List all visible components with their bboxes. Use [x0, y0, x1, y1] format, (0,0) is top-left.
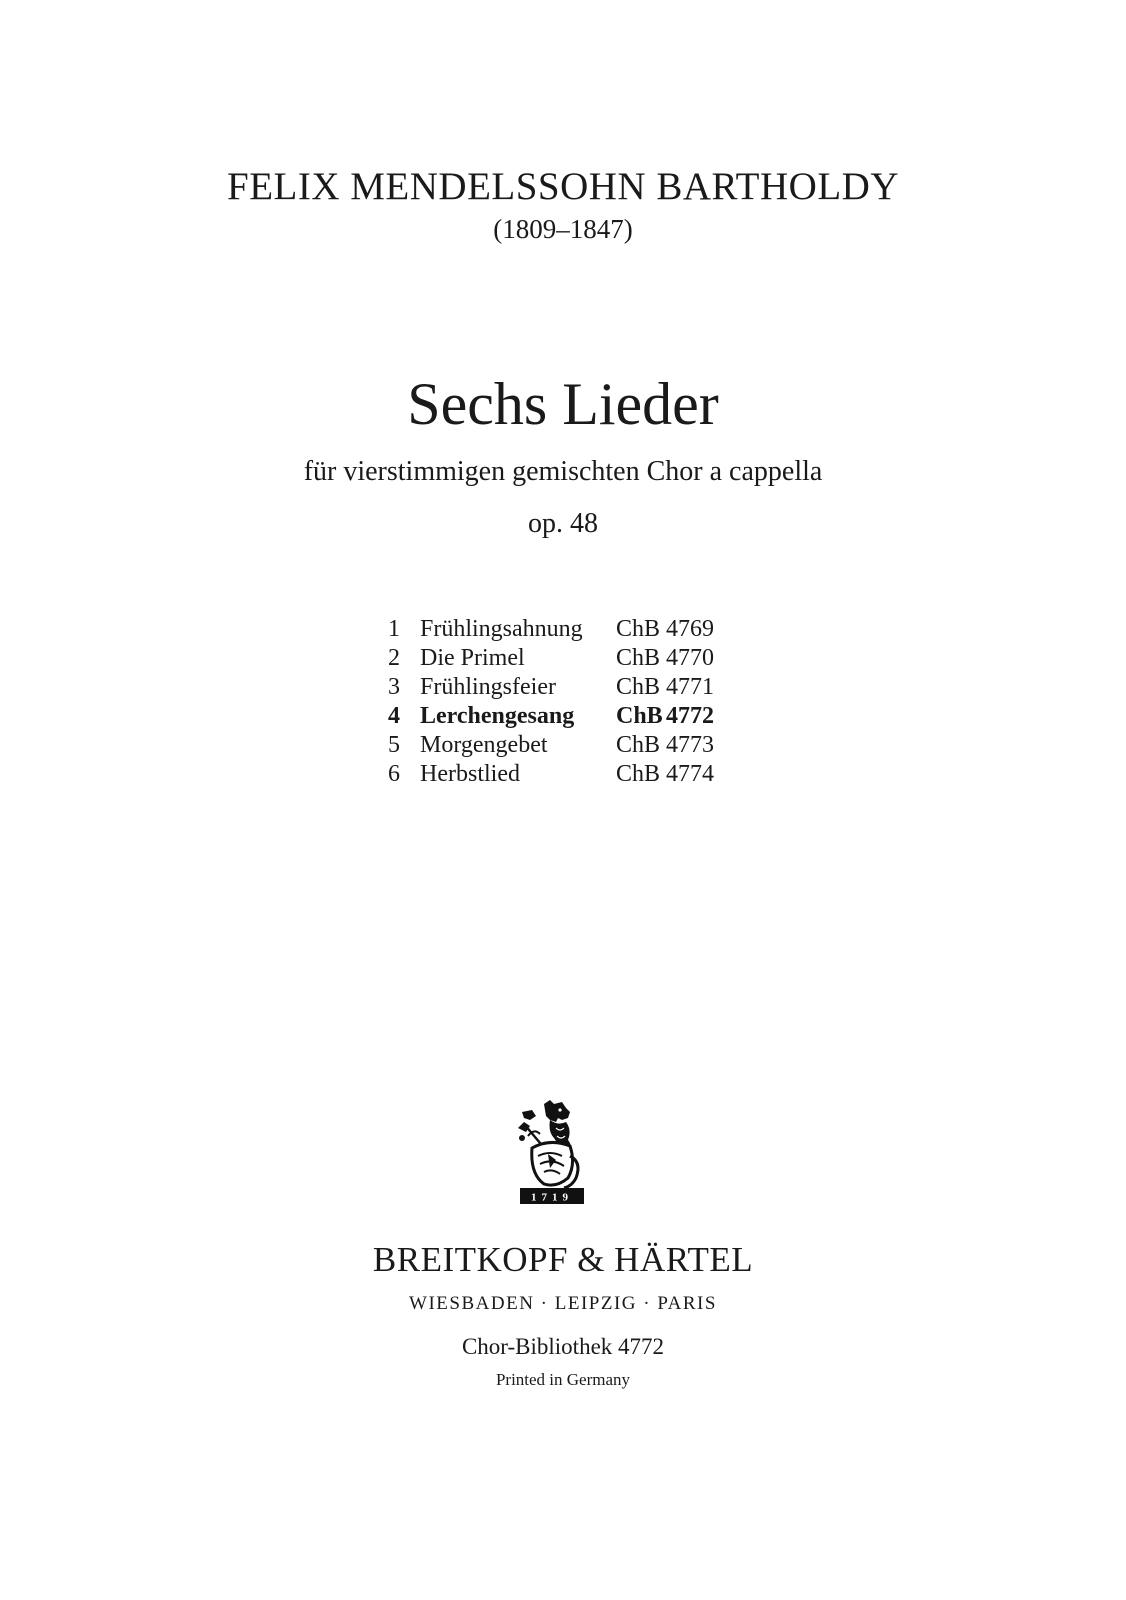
- composer-dates: (1809–1847): [493, 214, 633, 244]
- song-number: 3: [388, 674, 400, 700]
- song-title: Die Primel: [420, 645, 525, 671]
- song-catalog-number: 4773: [666, 732, 714, 758]
- song-catalog-prefix: ChB: [616, 703, 663, 729]
- song-number: 6: [388, 761, 400, 787]
- song-catalog-prefix: ChB: [616, 645, 661, 671]
- opus-number: op. 48: [528, 508, 598, 539]
- breitkopf-bear-emblem-icon: [510, 1098, 594, 1206]
- song-number: 2: [388, 645, 400, 671]
- song-row-highlighted: [388, 702, 736, 731]
- composer-name: FELIX MENDELSSOHN BARTHOLDY: [227, 165, 899, 208]
- song-catalog-prefix: ChB: [616, 732, 661, 758]
- song-catalog-prefix: ChB: [616, 616, 661, 642]
- song-row: [388, 644, 736, 673]
- song-title: Morgengebet: [420, 732, 548, 758]
- work-subtitle: für vierstimmigen gemischten Chor a cappella: [303, 456, 823, 487]
- logo-year: 1719: [531, 1191, 573, 1204]
- song-title: Lerchengesang: [420, 703, 575, 729]
- song-number: 4: [388, 703, 400, 729]
- song-title: Frühlingsahnung: [420, 616, 583, 642]
- song-catalog-prefix: ChB: [616, 761, 661, 787]
- printed-note: Printed in Germany: [495, 1370, 631, 1389]
- song-row: [388, 673, 736, 702]
- song-title: Herbstlied: [420, 761, 520, 787]
- song-catalog-number: 4769: [666, 616, 714, 642]
- song-row: [388, 615, 736, 644]
- song-row: [388, 760, 736, 789]
- publisher-name: BREITKOPF & HÄRTEL: [372, 1240, 754, 1279]
- song-number: 1: [388, 616, 400, 642]
- song-catalog-prefix: ChB: [616, 674, 661, 700]
- song-list: [388, 615, 736, 789]
- song-catalog-number: 4772: [666, 703, 714, 729]
- song-title: Frühlingsfeier: [420, 674, 556, 700]
- publisher-cities: WIESBADEN · LEIPZIG · PARIS: [409, 1293, 717, 1314]
- song-catalog-number: 4774: [666, 761, 714, 787]
- work-title: Sechs Lieder: [407, 371, 719, 437]
- song-row: [388, 731, 736, 760]
- song-catalog-number: 4771: [666, 674, 714, 700]
- song-number: 5: [388, 732, 400, 758]
- song-catalog-number: 4770: [666, 645, 714, 671]
- catalog-number: Chor-Bibliothek 4772: [461, 1334, 665, 1359]
